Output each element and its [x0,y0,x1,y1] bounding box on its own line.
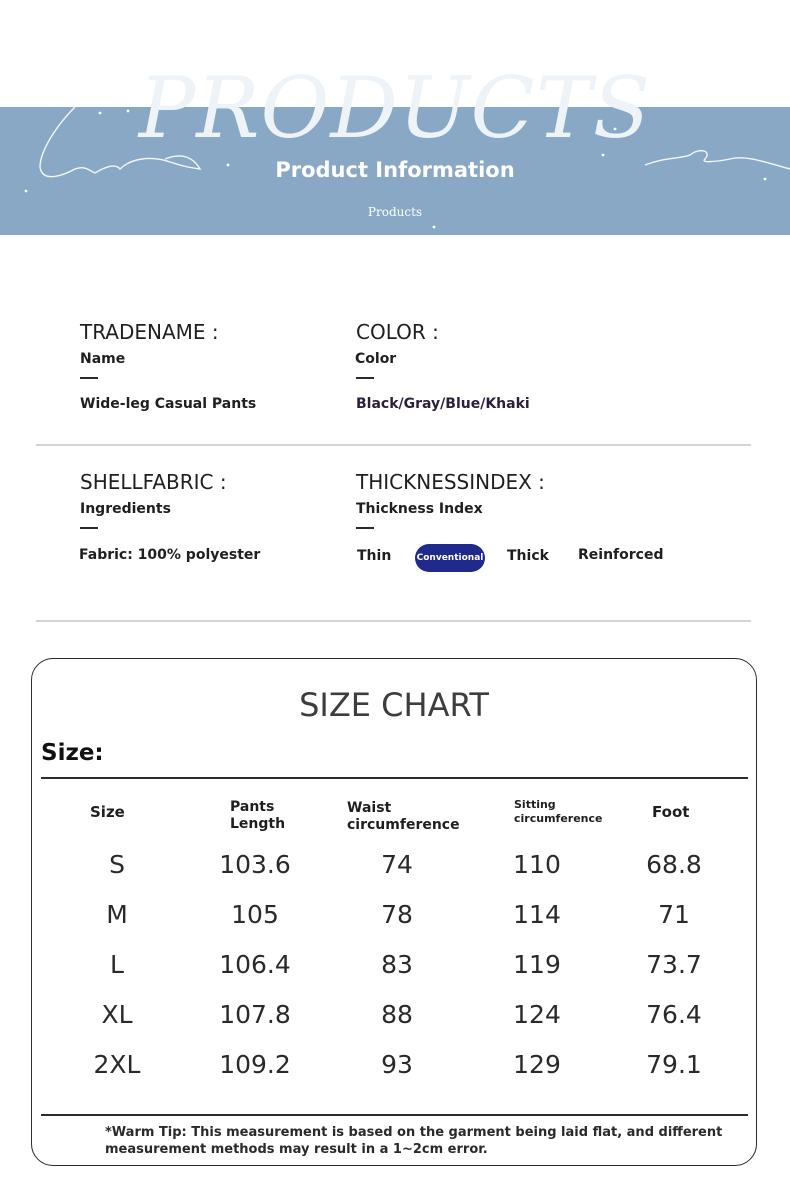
cell-sitting: 119 [513,950,561,979]
cell-waist: 88 [381,1000,413,1029]
cell-size: L [110,950,124,979]
thickness-heading: THICKNESSINDEX : [356,470,545,494]
banner-subtitle: Product Information [275,158,515,182]
header-waist: Waist circumference [347,800,460,833]
banner-small-label: Products [367,205,423,219]
cell-foot: 79.1 [646,1050,702,1079]
shellfabric-sub: Ingredients [80,501,171,517]
section-divider [36,444,751,446]
color-heading: COLOR : [356,320,439,344]
cell-size: S [109,850,125,879]
cell-foot: 71 [658,900,690,929]
tradename-heading: TRADENAME : [80,320,219,344]
shellfabric-value: Fabric: 100% polyester [79,547,261,563]
header-foot: Foot [652,803,690,821]
cell-waist: 74 [381,850,413,879]
cell-length: 106.4 [219,950,291,979]
thickness-dash [356,527,374,529]
tradename-dash [80,377,98,379]
header-sitting: Sitting circumference [514,798,603,825]
cell-length: 107.8 [219,1000,291,1029]
section-divider-2 [36,620,751,622]
cell-sitting: 114 [513,900,561,929]
cell-length: 109.2 [219,1050,291,1079]
shellfabric-heading: SHELLFABRIC : [80,470,227,494]
header-pants-length: Pants Length [230,799,286,832]
thickness-option-thin: Thin [357,548,392,564]
tradename-sub: Name [80,351,126,367]
cell-sitting: 124 [513,1000,561,1029]
tradename-value: Wide-leg Casual Pants [80,396,257,412]
cell-length: 105 [231,900,279,929]
thickness-option-reinforced: Reinforced [578,547,664,563]
thickness-option-thick: Thick [507,548,549,564]
cell-waist: 78 [381,900,413,929]
color-dash [356,377,374,379]
thickness-option-conventional: Conventional [415,544,485,572]
thickness-sub: Thickness Index [356,501,483,517]
banner-title: PRODUCTS [138,59,652,157]
warm-tip: *Warm Tip: This measurement is based on the garment being laid flat, and different measurement methods may result in a 1~2cm error. [105,1125,723,1157]
size-chart-title: SIZE CHART [299,686,489,724]
cell-size: 2XL [93,1050,141,1079]
chart-bottom-line [41,1114,748,1116]
cell-foot: 76.4 [646,1000,702,1029]
color-value: Black/Gray/Blue/Khaki [356,396,530,412]
cell-waist: 83 [381,950,413,979]
color-sub: Color [355,351,397,367]
cell-sitting: 110 [513,850,561,879]
size-label: Size: [41,740,104,766]
cell-size: XL [101,1000,133,1029]
header-size: Size [90,803,125,821]
shellfabric-dash [80,527,98,529]
cell-waist: 93 [381,1050,413,1079]
cell-foot: 68.8 [646,850,702,879]
cell-sitting: 129 [513,1050,561,1079]
cell-length: 103.6 [219,850,291,879]
chart-top-line [41,777,748,779]
cell-size: M [106,900,128,929]
cell-foot: 73.7 [646,950,702,979]
